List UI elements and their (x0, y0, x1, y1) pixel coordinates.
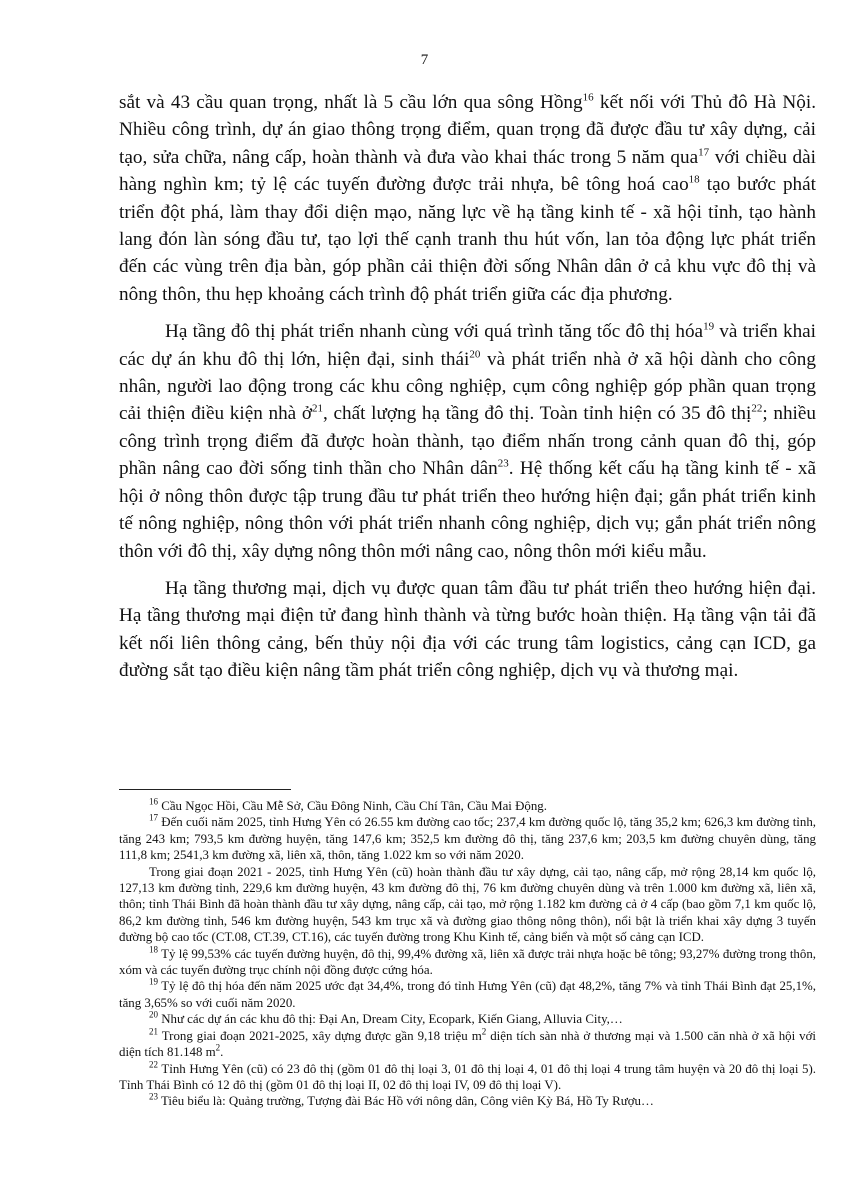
text-run: Hạ tầng thương mại, dịch vụ được quan tâm đầu tư phát triển theo hướng hiện đại. Hạ tầng thương mại điện tử đang hình thành và từng bước hoàn thiện. Hạ tầng vận tải đã kết nối liên thông cảng, bến thủy nội địa với các trung tâm logistics, cảng cạn ICD, ga đường sắt tạo điều kiện nâng tầm phát triển công nghiệp, dịch vụ và thương mại. (119, 577, 816, 682)
footnote-number: 19 (149, 977, 158, 988)
footnote-number: 17 (149, 813, 158, 824)
footnote (119, 864, 816, 946)
footnote-number: 20 (149, 1009, 158, 1020)
footnote-reference: 19 (703, 320, 715, 333)
footnote-reference: 16 (582, 91, 594, 104)
text-run: diện tích sàn nhà ở thương mại và 1.500 căn nhà ở xã hội với diện tích 81.148 m (119, 1028, 816, 1060)
text-run: Tỉnh Hưng Yên (cũ) có 23 đô thị (gồm 01 đô thị loại 3, 01 đô thị loại 4, 01 đô thị loại 4 trung tâm huyện và 20 đô thị loại 5). Tỉnh Thái Bình có 12 đô thị (gồm 01 đô thị loại II, 02 đô thị loại IV, 09 đô thị loại V). (119, 1061, 816, 1092)
footnote-reference: 21 (312, 403, 324, 416)
footnote (119, 1028, 816, 1061)
text-run: kết nối với Thủ đô Hà Nội. Nhiều công trình, dự án giao thông trọng điểm, quan trọng đã được đầu tư xây dựng, cải tạo, sửa chữa, nâng cấp, hoàn thành và đưa vào khai thác trong 5 năm qua (119, 92, 816, 168)
footnote-reference: 22 (751, 403, 763, 416)
text-run: Tỷ lệ đô thị hóa đến năm 2025 ước đạt 34,4%, trong đó tỉnh Hưng Yên (cũ) đạt 48,2%, tăng 7% và tỉnh Thái Bình đạt 25,1%, tăng 3,65% so với cuối năm 2020. (119, 979, 816, 1010)
text-run: . (220, 1045, 224, 1060)
footnote (119, 814, 816, 863)
footnote (119, 946, 816, 979)
footnote-number: 23 (149, 1092, 158, 1103)
text-run: và phát triển nhà ở xã hội dành cho công nhân, người lao động trong các khu công nghiệp, cụm công nghiệp góp phần quan trọng cải thiện điều kiện nhà ở (119, 348, 816, 425)
footnote-reference: 20 (469, 348, 481, 361)
body-paragraph (119, 318, 816, 565)
body-paragraph (119, 575, 816, 685)
text-run: Hạ tầng đô thị phát triển nhanh cùng với quá trình tăng tốc đô thị hóa (165, 321, 704, 343)
text-run: và triển khai các dự án khu đô thị lớn, hiện đại, sinh thái (119, 321, 817, 370)
text-run: với chiều dài hàng nghìn km; tỷ lệ các tuyến đường được trải nhựa, bê tông hoá cao (119, 146, 816, 196)
footnote (119, 1011, 816, 1027)
footnote-reference: 18 (688, 173, 700, 186)
text-run: . Hệ thống kết cấu hạ tầng kinh tế - xã hội ở nông thôn được tập trung đầu tư phát triển theo hướng hiện đại; gắn phát triển kinh tế nông nghiệp, nông thôn với phát triển nhanh công nghiệp, dịch vụ; gắn phát triển nông thôn với đô thị, xây dựng nông thôn mới nâng cao, nông thôn mới kiểu mẫu. (119, 458, 816, 562)
footnote-reference: 23 (497, 457, 509, 470)
footnote-separator (119, 789, 291, 790)
footnote-number: 18 (149, 944, 158, 955)
footnotes (119, 798, 816, 1110)
footnote (119, 1061, 816, 1094)
footnote-number: 16 (149, 796, 158, 807)
text-run: tạo bước phát triển đột phá, làm thay đổi diện mạo, năng lực về hạ tầng kinh tế - xã hội tỉnh, tạo hành lang đón làn sóng đầu tư, tạo lợi thế cạnh tranh thu hút vốn, lan tỏa động lực phát triển đến các vùng trên địa bàn, góp phần cải thiện đời sống Nhân dân ở cả khu vực đô thị và nông thôn, thu hẹp khoảng cách trình độ phát triển giữa các địa phương. (119, 174, 816, 305)
footnote-number: 21 (149, 1026, 158, 1037)
footnote (119, 798, 816, 814)
footnote-number: 2 (215, 1042, 221, 1053)
footnote (119, 1093, 816, 1109)
body-text (119, 89, 816, 695)
text-run: Trong giai đoạn 2021-2025, xây dựng được gần 9,18 triệu m (158, 1028, 482, 1043)
text-run: Tỷ lệ 99,53% các tuyến đường huyện, đô thị, 99,4% đường xã, liên xã được trải nhựa hoặc bê tông; 93,27% đường trong thôn, xóm và các tuyến đường trục chính nội đồng được cứng hóa. (119, 946, 816, 978)
text-run: , chất lượng hạ tầng đô thị. Toàn tỉnh hiện có 35 đô thị (323, 403, 752, 425)
footnote-reference: 17 (698, 146, 710, 159)
text-run: Tiêu biểu là: Quảng trường, Tượng đài Bác Hồ với nông dân, Công viên Kỳ Bá, Hồ Ty Rượu… (158, 1094, 654, 1109)
text-run: ; nhiều công trình trọng điểm đã được hoàn thành, tạo điểm nhấn trong cảnh quan đô thị, góp phần nâng cao đời sống tinh thần cho Nhân dân (119, 403, 816, 480)
text-run: Đến cuối năm 2025, tỉnh Hưng Yên có 26.55 km đường cao tốc; 237,4 km đường quốc lộ, tăng 35,2 km; 626,3 km đường tỉnh, tăng 243 km; 793,5 km đường huyện, tăng 147,6 km; 352,5 km đường đô thị, tăng 237,6 km; 203,5 km đường chuyên dùng, tăng 111,8 km; 2541,3 km đường xã, liên xã, thôn, tăng 1.022 km so với năm 2020. (119, 815, 816, 863)
text-run: Trong giai đoạn 2021 - 2025, tỉnh Hưng Yên (cũ) hoàn thành đầu tư xây dựng, cải tạo, nâng cấp, mở rộng 28,14 km quốc lộ, 127,13 km đường tỉnh, 229,6 km đường huyện, 43 km đường đô thị, 76 km đường chuyên dùng và trên 1.000 km đường xã, liên xã, thôn; tỉnh Thái Bình đã hoàn thành đầu tư xây dựng, nâng cấp, cải tạo, mở rộng 1.182 km đường cả ở 4 cấp (bao gồm 7,1 km quốc lộ, 86,2 km đường tỉnh, 546 km đường huyện, 543 km trục xã và đường giao thông nông thôn), nổi bật là triển khai xây dựng 3 tuyến đường bộ cao tốc (CT.08, CT.39, CT.16), các tuyến đường trong Khu Kinh tế, cảng biển và một số cảng cạn ICD. (119, 864, 816, 945)
footnote (119, 978, 816, 1011)
body-paragraph (119, 89, 816, 308)
text-run: Cầu Ngọc Hồi, Cầu Mễ Sở, Cầu Đông Ninh, Cầu Chí Tân, Cầu Mai Động. (158, 799, 547, 813)
text-run: Như các dự án các khu đô thị: Đại An, Dream City, Ecopark, Kiến Giang, Alluvia City,… (158, 1012, 623, 1027)
text-run: sắt và 43 cầu quan trọng, nhất là 5 cầu lớn qua sông Hồng (119, 92, 583, 113)
footnote-number: 22 (149, 1059, 158, 1070)
page-number: 7 (420, 52, 429, 68)
footnote-number: 2 (481, 1026, 487, 1037)
